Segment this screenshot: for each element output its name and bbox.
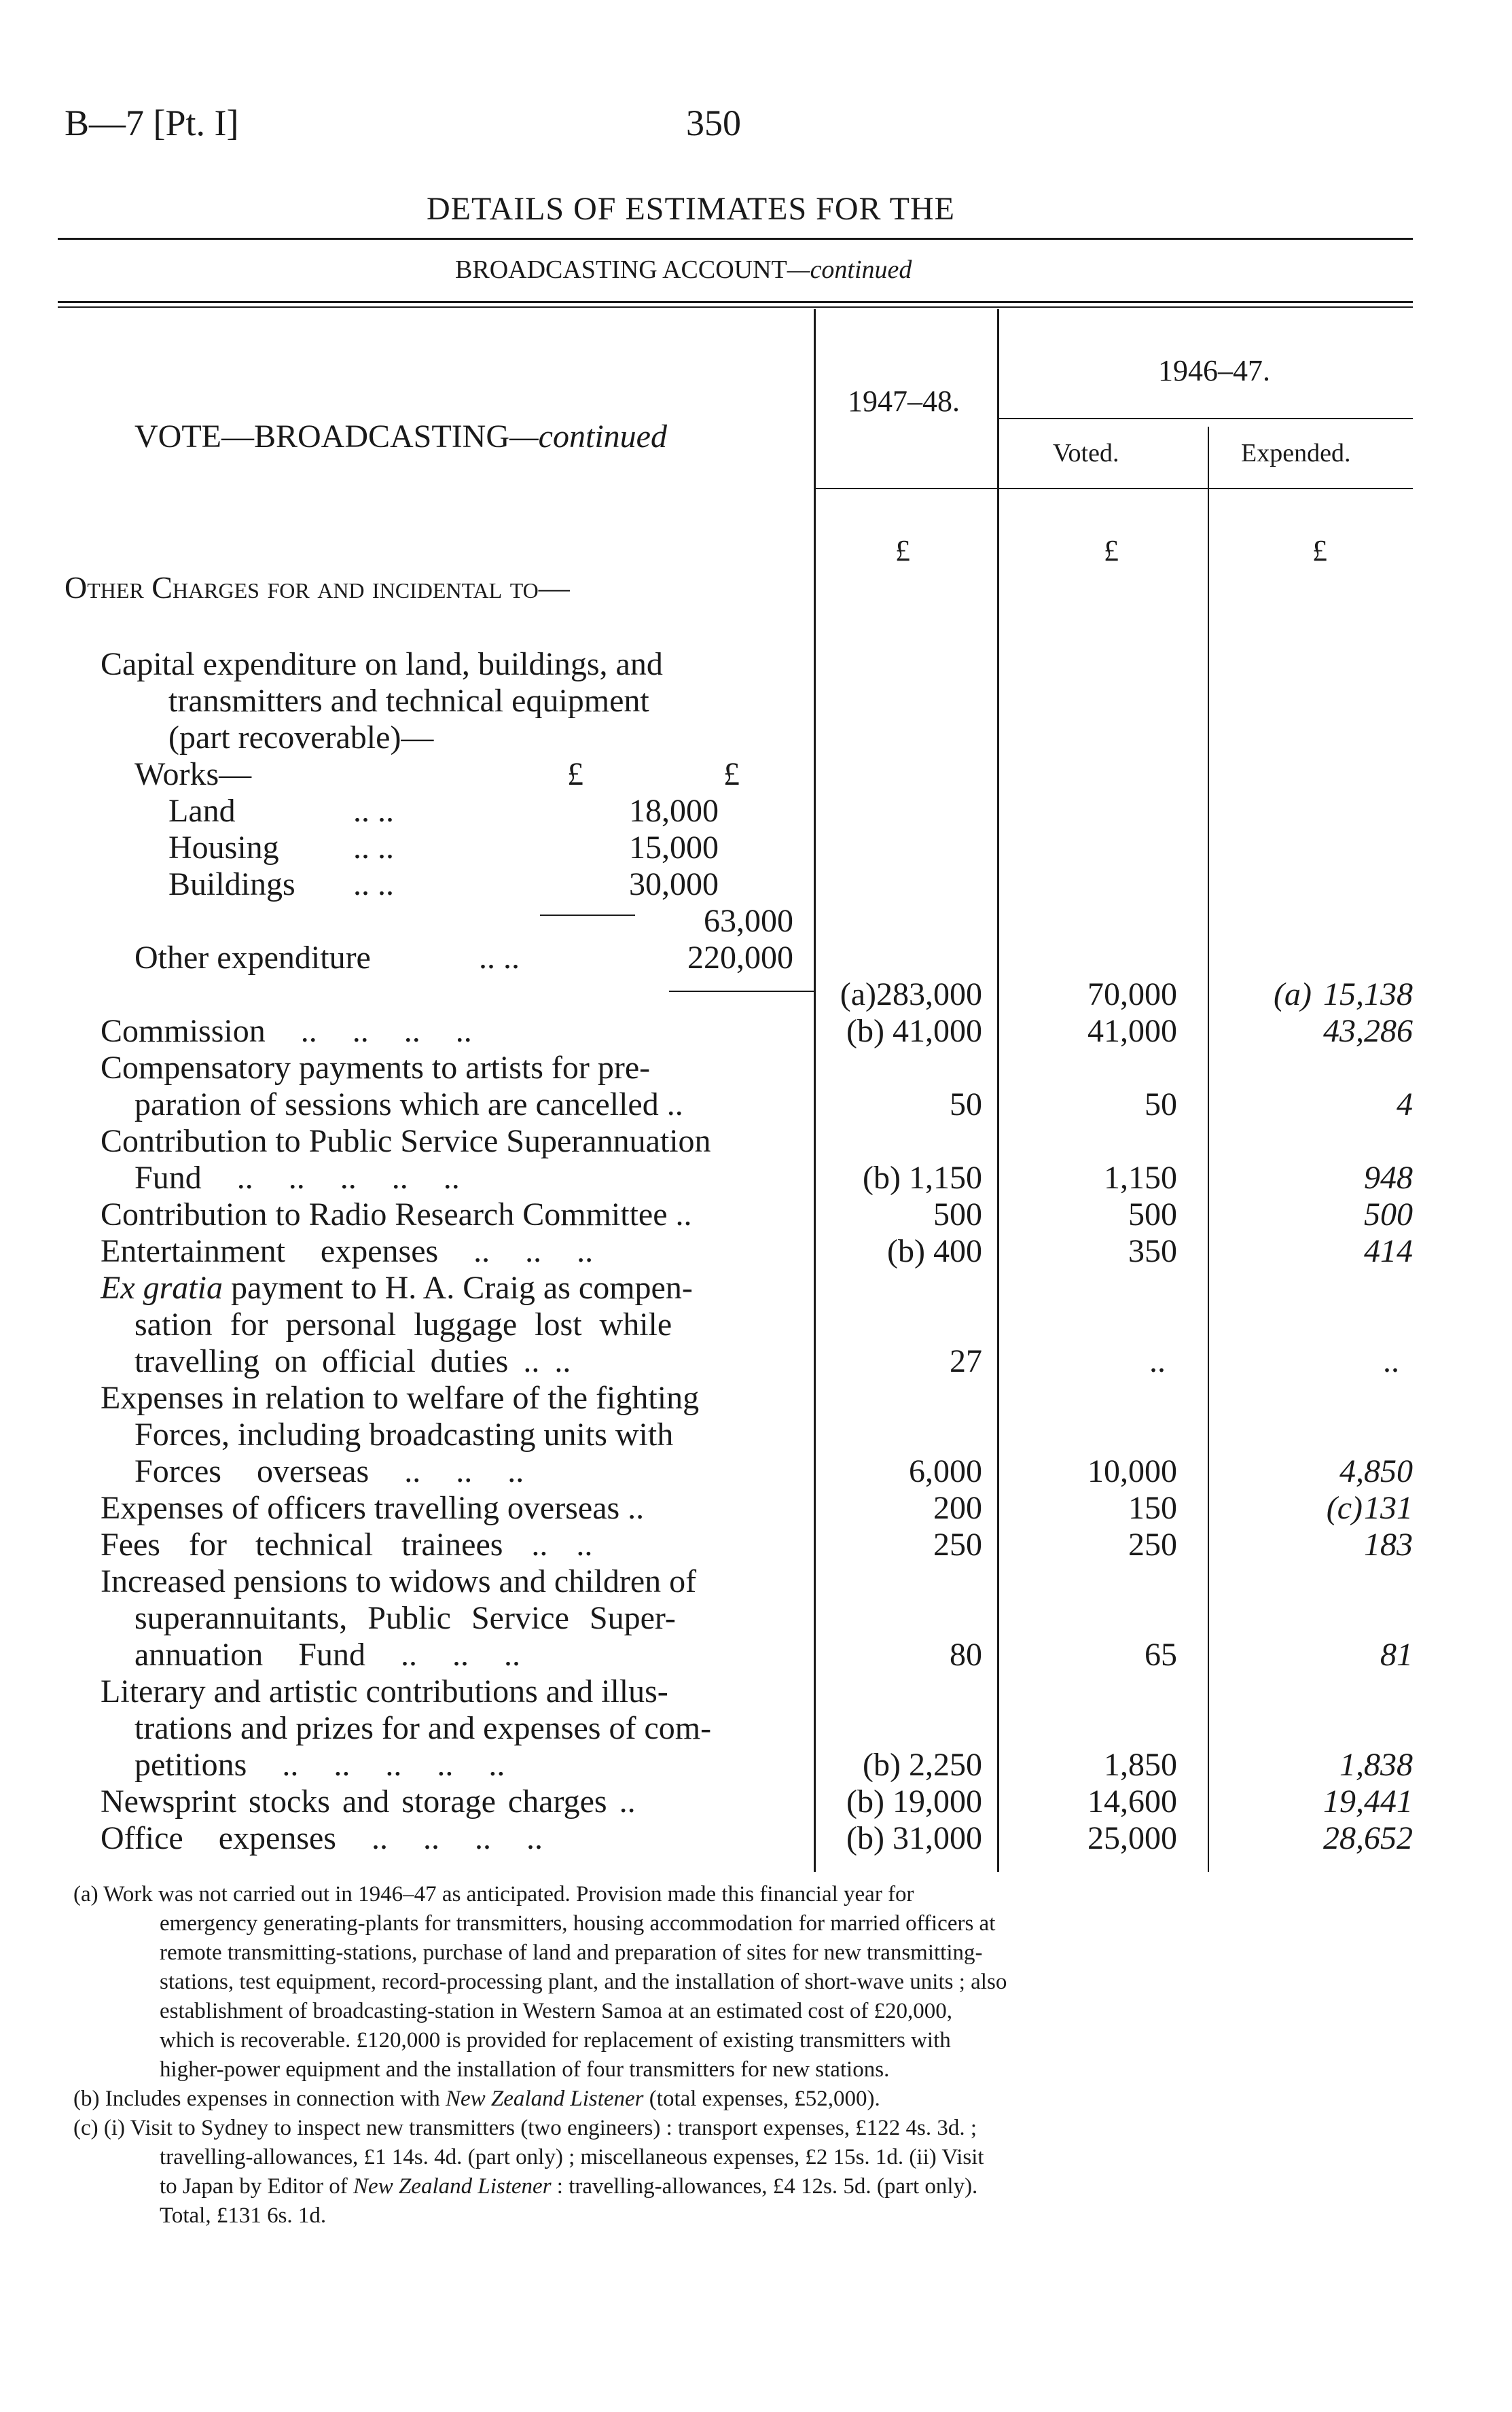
row-compensatory-voted: 50 [1145, 1086, 1177, 1122]
row-radio-research-1947: 500 [933, 1196, 982, 1232]
row-entertainment-1947: (b) 400 [887, 1233, 982, 1269]
row-superannuation-desc-2: Fund .. .. .. .. .. [134, 1160, 460, 1196]
col-divider-voted [1208, 427, 1209, 1872]
works-housing-label: Housing [168, 830, 279, 866]
section-heading: Other Charges for and incidental to— [65, 570, 570, 605]
page-number: 350 [686, 103, 741, 143]
other-expenditure-dots: .. .. [479, 940, 520, 976]
row-ex-gratia-desc-3: travelling on official duties .. .. [134, 1343, 571, 1379]
row-radio-research-expended: 500 [1364, 1196, 1413, 1232]
col-1947-header: 1947–48. [848, 385, 960, 418]
footnote-c-line-4: Total, £131 6s. 1d. [160, 2203, 327, 2228]
row-newsprint-1947: (b) 19,000 [846, 1784, 982, 1820]
works-total-value: 63,000 [704, 903, 793, 939]
footnote-a-line-3: remote transmitting-stations, purchase of land and preparation of sites for new transmitting- [160, 1940, 983, 1965]
row-welfare-desc-3: Forces overseas .. .. .. [134, 1453, 524, 1489]
row-radio-research-desc: Contribution to Radio Research Committee .. [101, 1196, 692, 1232]
col-divider-1947 [997, 309, 999, 1872]
other-expenditure-value: 220,000 [687, 940, 793, 976]
works-land-value: 18,000 [629, 793, 719, 829]
footnote-a-line-1: (a) Work was not carried out in 1946–47 as anticipated. Provision made this financial year for [73, 1882, 914, 1906]
footnote-c3-pre: to Japan by Editor of [160, 2174, 354, 2199]
row-officers-travel-voted: 150 [1128, 1490, 1177, 1526]
row-office-voted: 25,000 [1087, 1820, 1177, 1856]
currency-voted: £ [1104, 534, 1119, 567]
row-compensatory-expended: 4 [1397, 1086, 1413, 1122]
row-literary-desc-3: petitions .. .. .. .. .. [134, 1747, 505, 1783]
page-title: DETAILS OF ESTIMATES FOR THE [427, 191, 955, 227]
row-ex-gratia-expended: .. [1383, 1343, 1399, 1379]
capital-expended-value: 15,138 [1323, 976, 1413, 1012]
row-commission-voted: 41,000 [1087, 1013, 1177, 1049]
footnote-c-line-1: (c) (i) Visit to Sydney to inspect new transmitters (two engineers) : transport expenses, £122 4s. 3d. ; [73, 2116, 977, 2140]
vote-heading [134, 418, 667, 455]
row-officers-travel-note: (c) [1326, 1490, 1363, 1526]
ex-gratia-rest: payment to H. A. Craig as compen- [222, 1270, 693, 1306]
row-office-desc: Office expenses .. .. .. .. [101, 1820, 543, 1856]
col-divider-left [814, 309, 816, 1872]
currency-expended: £ [1312, 534, 1327, 567]
works-subtotal-rule [540, 915, 635, 916]
row-superannuation-voted: 1,150 [1104, 1160, 1177, 1196]
row-fees-voted: 250 [1128, 1527, 1177, 1563]
col-1946-header: 1946–47. [1158, 354, 1270, 387]
row-literary-desc-2: trations and prizes for and expenses of com- [134, 1710, 712, 1746]
row-commission-1947: (b) 41,000 [846, 1013, 982, 1049]
ex-gratia-term: Ex gratia [101, 1270, 223, 1306]
row-compensatory-desc-2: paration of sessions which are cancelled .. [134, 1086, 683, 1122]
title-rule [58, 238, 1413, 240]
vote-heading-main: VOTE—BROADCASTING [134, 419, 509, 455]
currency-1947: £ [895, 534, 910, 567]
header-bottom-rule [814, 488, 1413, 489]
row-office-expended: 28,652 [1323, 1820, 1413, 1856]
row-entertainment-desc: Entertainment expenses .. .. .. [101, 1233, 594, 1269]
works-buildings-dots: .. .. [353, 866, 394, 902]
row-pensions-desc-2: superannuitants, Public Service Super- [134, 1600, 676, 1636]
works-housing-value: 15,000 [629, 830, 719, 866]
row-fees-expended: 183 [1364, 1527, 1413, 1563]
row-commission-expended: 43,286 [1323, 1013, 1413, 1049]
row-pensions-desc-3: annuation Fund .. .. .. [134, 1637, 520, 1673]
works-label: Works— [134, 756, 252, 792]
footnote-b-ital: New Zealand Listener [446, 2087, 644, 2111]
row-ex-gratia-voted: .. [1149, 1343, 1166, 1379]
row-welfare-desc-1: Expenses in relation to welfare of the fighting [101, 1380, 700, 1416]
row-newsprint-expended: 19,441 [1323, 1784, 1413, 1820]
row-welfare-voted: 10,000 [1087, 1453, 1177, 1489]
row-pensions-voted: 65 [1145, 1637, 1177, 1673]
row-officers-travel-desc: Expenses of officers travelling overseas .. [101, 1490, 645, 1526]
row-welfare-expended: 4,850 [1339, 1453, 1413, 1489]
other-expenditure-label: Other expenditure [134, 940, 371, 976]
subtitle-continued: —continued [787, 255, 912, 284]
page-subtitle [455, 255, 912, 285]
row-pensions-expended: 81 [1380, 1637, 1413, 1673]
works-buildings-value: 30,000 [629, 866, 719, 902]
row-literary-1947: (b) 2,250 [863, 1747, 982, 1783]
row-superannuation-1947: (b) 1,150 [863, 1160, 982, 1196]
subtitle-rule-1 [58, 301, 1413, 303]
row-ex-gratia-desc-1 [101, 1269, 693, 1307]
footnote-a-line-4: stations, test equipment, record-processing plant, and the installation of short-wave units ; also [160, 1970, 1007, 1994]
row-superannuation-expended: 948 [1364, 1160, 1413, 1196]
footnote-b [73, 2085, 880, 2112]
footnote-b-post: (total expenses, £52,000). [643, 2087, 880, 2111]
col-1946-rule [997, 418, 1413, 419]
row-pensions-1947: 80 [950, 1637, 982, 1673]
footnote-a-line-5: establishment of broadcasting-station in Western Samoa at an estimated cost of £20,000, [160, 1999, 953, 2023]
row-radio-research-voted: 500 [1128, 1196, 1177, 1232]
footnote-c-line-2: travelling-allowances, £1 14s. 4d. (part only) ; miscellaneous expenses, £2 15s. 1d. (ii) Visit [160, 2145, 984, 2169]
row-office-1947: (b) 31,000 [846, 1820, 982, 1856]
footnote-c-line-3 [160, 2173, 977, 2200]
works-currency-1: £ [567, 756, 583, 792]
row-officers-travel-expended: 131 [1364, 1490, 1413, 1526]
capital-total-rule [669, 991, 815, 992]
row-literary-expended: 1,838 [1339, 1747, 1413, 1783]
works-land-label: Land [168, 793, 236, 829]
footnote-b-pre: (b) Includes expenses in connection with [73, 2087, 446, 2111]
footnote-a-line-6: which is recoverable. £120,000 is provided for replacement of existing transmitters with [160, 2028, 951, 2053]
row-entertainment-voted: 350 [1128, 1233, 1177, 1269]
subtitle-main: BROADCASTING ACCOUNT [455, 255, 787, 284]
row-welfare-1947: 6,000 [909, 1453, 982, 1489]
subtitle-rule-2 [58, 306, 1413, 308]
capital-line-3: (part recoverable)— [168, 720, 434, 756]
capital-line-2: transmitters and technical equipment [168, 683, 649, 719]
row-entertainment-expended: 414 [1364, 1233, 1413, 1269]
row-literary-voted: 1,850 [1104, 1747, 1177, 1783]
vote-heading-cont: —continued [509, 419, 667, 455]
capital-voted-value: 70,000 [1087, 976, 1177, 1012]
works-land-dots: .. .. [353, 793, 394, 829]
col-expended-header: Expended. [1241, 439, 1351, 467]
row-pensions-desc-1: Increased pensions to widows and children of [101, 1563, 697, 1599]
works-currency-2: £ [723, 756, 740, 792]
row-fees-desc: Fees for technical trainees .. .. [101, 1527, 593, 1563]
row-compensatory-desc-1: Compensatory payments to artists for pre- [101, 1050, 651, 1086]
page-ref: B—7 [Pt. I] [65, 103, 239, 143]
row-officers-travel-1947: 200 [933, 1490, 982, 1526]
capital-expended-note: (a) [1274, 976, 1312, 1012]
row-welfare-desc-2: Forces, including broadcasting units with [134, 1417, 674, 1453]
capital-1947-value: (a)283,000 [840, 976, 982, 1012]
capital-line-1: Capital expenditure on land, buildings, and [101, 646, 663, 682]
row-compensatory-1947: 50 [950, 1086, 982, 1122]
footnote-a-line-7: higher-power equipment and the installation of four transmitters for new stations. [160, 2057, 890, 2082]
col-voted-header: Voted. [1053, 439, 1119, 467]
row-commission-desc: Commission .. .. .. .. [101, 1013, 472, 1049]
row-literary-desc-1: Literary and artistic contributions and illus- [101, 1673, 668, 1709]
works-buildings-label: Buildings [168, 866, 295, 902]
row-newsprint-voted: 14,600 [1087, 1784, 1177, 1820]
footnote-a-line-2: emergency generating-plants for transmitters, housing accommodation for married officers at [160, 1911, 996, 1936]
row-ex-gratia-1947: 27 [950, 1343, 982, 1379]
row-ex-gratia-desc-2: sation for personal luggage lost while [134, 1307, 672, 1343]
row-fees-1947: 250 [933, 1527, 982, 1563]
works-housing-dots: .. .. [353, 830, 394, 866]
footnote-c3-post: : travelling-allowances, £4 12s. 5d. (part only). [551, 2174, 978, 2199]
footnote-c3-ital: New Zealand Listener [353, 2174, 552, 2199]
row-superannuation-desc-1: Contribution to Public Service Superannuation [101, 1123, 711, 1159]
row-newsprint-desc: Newsprint stocks and storage charges .. [101, 1784, 636, 1820]
